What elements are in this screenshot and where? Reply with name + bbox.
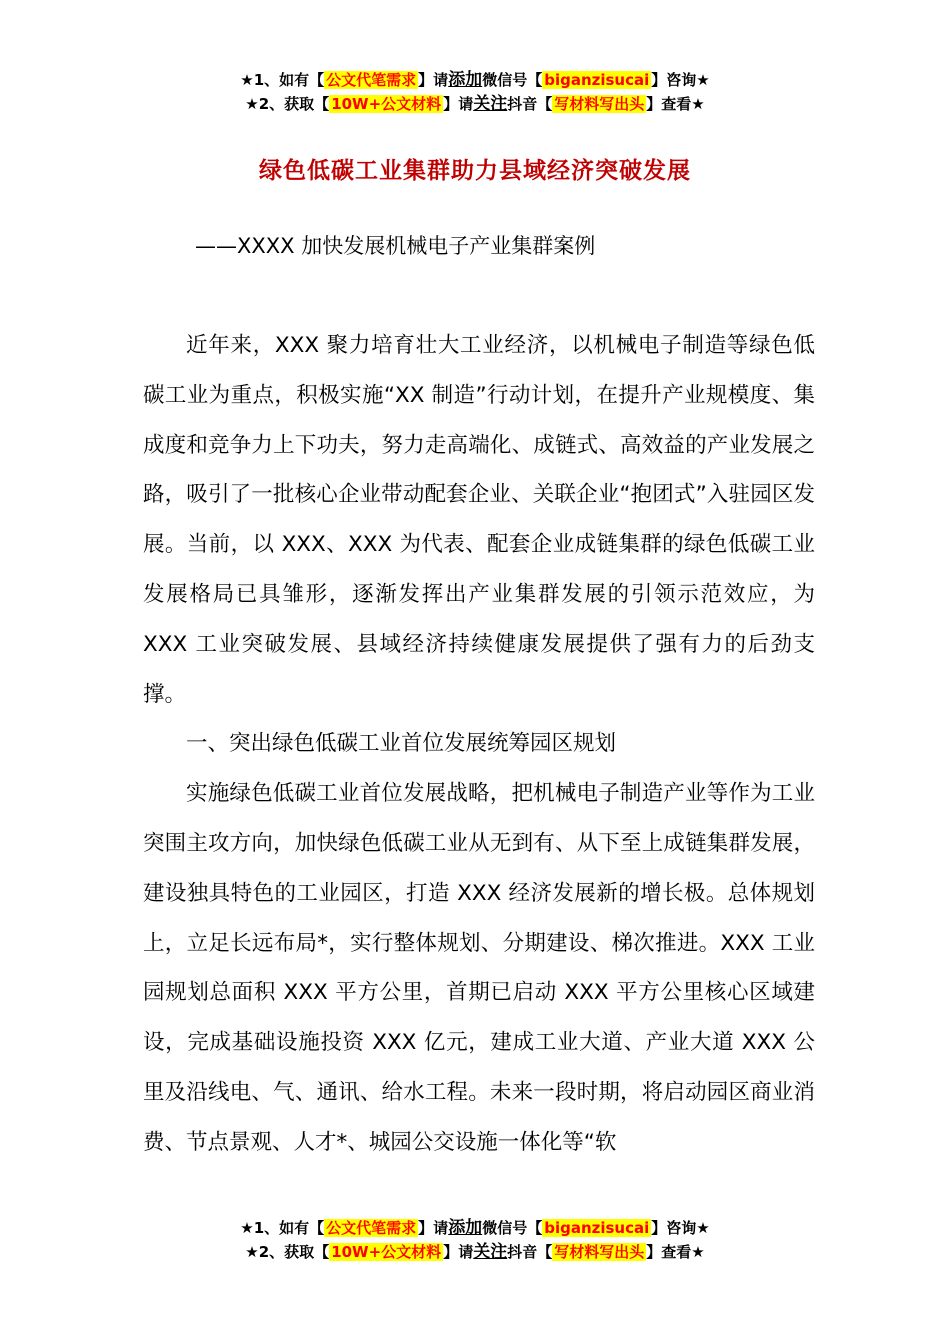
document-subtitle: ——XXXX 加快发展机械电子产业集群案例 <box>195 234 596 258</box>
section-heading: 一、突出绿色低碳工业首位发展统筹园区规划 <box>186 731 617 757</box>
wechat-id-highlight: biganzisucai <box>544 1219 650 1237</box>
promo-highlight: 公文代笔需求 <box>326 1219 417 1237</box>
promo-emphasis: 关注 <box>473 1242 508 1262</box>
promo-emphasis: 添加 <box>448 1218 483 1238</box>
body-paragraph: 实施绿色低碳工业首位发展战略，把机械电子制造产业等作为工业突围主攻方向，加快绿色低碳工业从无到有、从下至上成链集群发展，建设独具特色的工业园区，打造 XXX 经济发展新的增长极。总体规划上，立足长远布局*，实行整体规划、分期建设、梯次推进。XXX 工业园规划总面积 XXX 平方公里，首期已启动 XXX 平方公里核心区域建设，完成基础设施投资 XXX 亿元，建成工业大道、产业大道 XXX 公里及沿线电、气、通讯、给水工程。未来一段时期，将启动园区商业消费、节点景观、人才*、城园公交设施一体化等“软 <box>143 781 815 1155</box>
promo-emphasis: 关注 <box>473 94 508 114</box>
promo-text: ★2、获取【 <box>245 95 330 113</box>
promo-highlight: 10W+公文材料 <box>331 95 442 113</box>
promo-text: 】查看★ <box>646 95 705 113</box>
promo-line-2 <box>0 92 950 116</box>
promo-text: 微信号【 <box>482 1219 543 1237</box>
promo-text: ★1、如有【 <box>240 1219 325 1237</box>
promo-text: 】请 <box>418 1219 449 1237</box>
promo-line-1 <box>0 1216 950 1240</box>
promo-text: 】请 <box>443 95 474 113</box>
promo-highlight: 10W+公文材料 <box>331 1243 442 1261</box>
promo-banner-top <box>0 68 950 116</box>
document-body <box>143 321 815 1168</box>
promo-text: 】查看★ <box>646 1243 705 1261</box>
body-paragraph: 近年来，XXX 聚力培育壮大工业经济，以机械电子制造等绿色低碳工业为重点，积极实施“XX 制造”行动计划，在提升产业规模度、集成度和竞争力上下功夫，努力走高端化、成链式、高效益的产业发展之路，吸引了一批核心企业带动配套企业、关联企业“抱团式”入驻园区发展。当前，以 XXX、XXX 为代表、配套企业成链集群的绿色低碳工业发展格局已具雏形，逐渐发挥出产业集群发展的引领示范效应，为 XXX 工业突破发展、县域经济持续健康发展提供了强有力的后劲支撑。 <box>143 333 815 707</box>
douyin-id-highlight: 写材料写出头 <box>554 1243 645 1261</box>
promo-banner-bottom <box>0 1216 950 1264</box>
promo-text: ★1、如有【 <box>240 71 325 89</box>
promo-text: ★2、获取【 <box>245 1243 330 1261</box>
promo-line-1 <box>0 68 950 92</box>
promo-text: 】请 <box>443 1243 474 1261</box>
promo-text: 】咨询★ <box>651 1219 710 1237</box>
wechat-id-highlight: biganzisucai <box>544 71 650 89</box>
promo-highlight: 公文代笔需求 <box>326 71 417 89</box>
promo-line-2 <box>0 1240 950 1264</box>
document-title: 绿色低碳工业集群助力县域经济突破发展 <box>259 158 691 184</box>
promo-text: 】请 <box>418 71 449 89</box>
promo-text: 微信号【 <box>482 71 543 89</box>
douyin-id-highlight: 写材料写出头 <box>554 95 645 113</box>
promo-text: 】咨询★ <box>651 71 710 89</box>
promo-text: 抖音【 <box>507 1243 553 1261</box>
promo-emphasis: 添加 <box>448 70 483 90</box>
promo-text: 抖音【 <box>507 95 553 113</box>
